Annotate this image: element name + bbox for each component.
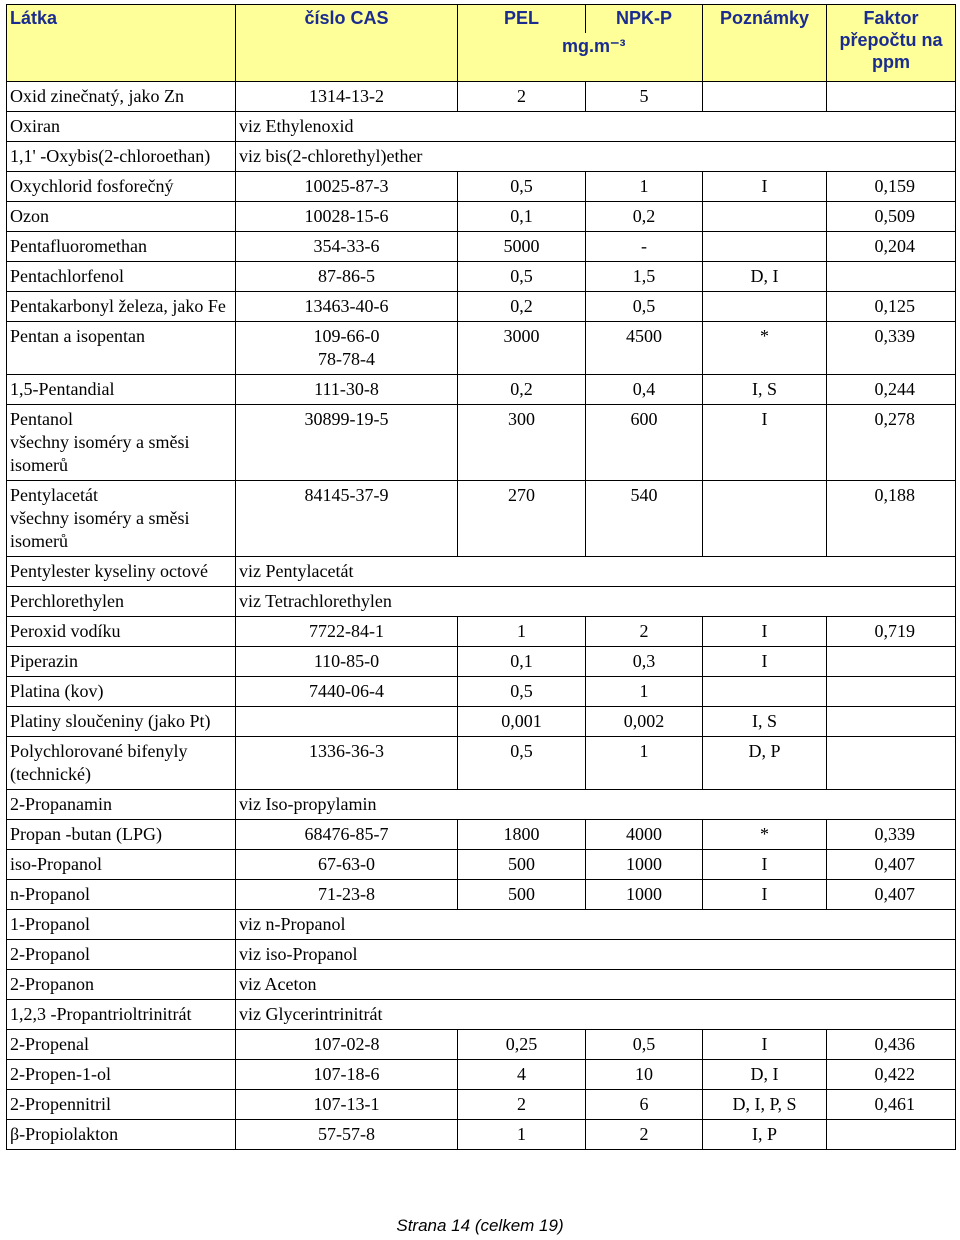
cross-reference: viz Ethylenoxid <box>236 112 956 142</box>
substance-name <box>7 481 236 557</box>
substance-name <box>7 880 236 910</box>
table-row <box>7 202 956 232</box>
table-row <box>7 790 956 820</box>
table-row <box>7 262 956 292</box>
pel-value: 4 <box>458 1060 586 1090</box>
table-row <box>7 940 956 970</box>
table-row <box>7 1120 956 1150</box>
pel-value: 500 <box>458 880 586 910</box>
page-footer: Strana 14 (celkem 19) <box>396 1216 564 1235</box>
faktor-value: 0,339 <box>827 820 956 850</box>
pel-value: 0,25 <box>458 1030 586 1060</box>
substance-name-text: Pentan a isopentan <box>10 326 145 346</box>
cross-reference: viz Glycerintrinitrát <box>236 1000 956 1030</box>
substance-name <box>7 647 236 677</box>
cas-number <box>236 1120 458 1150</box>
unit-label <box>561 33 703 82</box>
npk-value: 0,3 <box>586 647 703 677</box>
npk-value: 2 <box>586 1120 703 1150</box>
cross-reference: viz bis(2-chlorethyl)ether <box>236 142 956 172</box>
substance-name <box>7 850 236 880</box>
poznamky-value: I <box>703 172 827 202</box>
substance-name-text: 1-Propanol <box>10 914 90 934</box>
cross-reference: viz Iso-propylamin <box>236 790 956 820</box>
npk-value: 1 <box>586 172 703 202</box>
cas-number-text: 7440-06-4 <box>309 681 384 701</box>
substance-name <box>7 142 236 172</box>
substance-name <box>7 790 236 820</box>
substances-table <box>6 4 956 1150</box>
table-row <box>7 587 956 617</box>
cross-reference: viz iso-Propanol <box>236 940 956 970</box>
table-row <box>7 677 956 707</box>
table-row <box>7 1090 956 1120</box>
substance-name-note: všechny isoméry a směsi isomerů <box>10 508 190 551</box>
col-header-npk: NPK-P <box>586 5 703 34</box>
faktor-value <box>827 82 956 112</box>
substance-name-text: 2-Propanol <box>10 944 90 964</box>
pel-value: 2 <box>458 82 586 112</box>
table-row <box>7 880 956 910</box>
table-row <box>7 405 956 481</box>
header-spacer <box>703 33 827 82</box>
table-row <box>7 737 956 790</box>
table-row <box>7 1060 956 1090</box>
pel-value: 0,5 <box>458 737 586 790</box>
substance-name <box>7 557 236 587</box>
cas-number <box>236 1060 458 1090</box>
substance-name-text: 2-Propennitril <box>10 1094 111 1114</box>
npk-value: 1000 <box>586 880 703 910</box>
cas-number <box>236 172 458 202</box>
cas-number <box>236 375 458 405</box>
substance-name <box>7 940 236 970</box>
faktor-value: 0,407 <box>827 850 956 880</box>
substance-name-text: Oxychlorid fosforečný <box>10 176 174 196</box>
substance-name-text: Pentylacetát <box>10 485 98 505</box>
npk-value: 0,4 <box>586 375 703 405</box>
cross-reference: viz Aceton <box>236 970 956 1000</box>
col-header-poznamky: Poznámky <box>703 5 827 34</box>
poznamky-value: I <box>703 1030 827 1060</box>
col-header-cas: číslo CAS <box>236 5 458 34</box>
substance-name <box>7 587 236 617</box>
table-row <box>7 970 956 1000</box>
cas-number-text: 10028-15-6 <box>304 206 389 226</box>
faktor-value: 0,159 <box>827 172 956 202</box>
pel-value: 0,1 <box>458 202 586 232</box>
substance-name-text: Oxid zinečnatý, jako Zn <box>10 86 184 106</box>
pel-value: 300 <box>458 405 586 481</box>
table-row <box>7 850 956 880</box>
cas-number-text: 10025-87-3 <box>304 176 389 196</box>
pel-value: 0,1 <box>458 647 586 677</box>
table-row <box>7 172 956 202</box>
cas-number <box>236 82 458 112</box>
pel-value: 0,2 <box>458 292 586 322</box>
poznamky-value: I <box>703 617 827 647</box>
pel-value: 2 <box>458 1090 586 1120</box>
table-row <box>7 1030 956 1060</box>
cas-number <box>236 322 458 375</box>
cas-number <box>236 262 458 292</box>
poznamky-value: I, S <box>703 375 827 405</box>
substance-name <box>7 375 236 405</box>
substance-name <box>7 737 236 790</box>
faktor-value: 0,125 <box>827 292 956 322</box>
poznamky-value: D, I <box>703 1060 827 1090</box>
faktor-value: 0,188 <box>827 481 956 557</box>
substance-name-text: Pentanol <box>10 409 73 429</box>
substance-name <box>7 262 236 292</box>
substance-name <box>7 1090 236 1120</box>
npk-value: - <box>586 232 703 262</box>
cas-number <box>236 232 458 262</box>
table-row <box>7 820 956 850</box>
poznamky-value: D, I <box>703 262 827 292</box>
faktor-value <box>827 647 956 677</box>
faktor-value: 0,204 <box>827 232 956 262</box>
poznamky-value <box>703 292 827 322</box>
substance-name-text: Platina (kov) <box>10 681 104 701</box>
col-header-latka: Látka <box>7 5 236 34</box>
cas-number-text: 71-23-8 <box>318 884 375 904</box>
pel-value: 500 <box>458 850 586 880</box>
substance-name <box>7 1120 236 1150</box>
cas-number-text: 1314-13-2 <box>309 86 384 106</box>
pel-value: 0,001 <box>458 707 586 737</box>
cas-number-text: 84145-37-9 <box>304 485 389 505</box>
cas-number <box>236 292 458 322</box>
substance-name-text: Ozon <box>10 206 49 226</box>
header-spacer <box>236 33 458 82</box>
substance-name <box>7 202 236 232</box>
cas-number <box>236 850 458 880</box>
npk-value: 0,2 <box>586 202 703 232</box>
table-row <box>7 557 956 587</box>
faktor-value <box>827 1120 956 1150</box>
pel-value: 1 <box>458 1120 586 1150</box>
poznamky-value: I, S <box>703 707 827 737</box>
cas-number-text: 109-66-0 <box>313 326 380 346</box>
substance-name-text: Oxiran <box>10 116 60 136</box>
cas-number-text: 13463-40-6 <box>304 296 389 316</box>
header-spacer <box>7 33 236 82</box>
cas-number <box>236 677 458 707</box>
substance-name-text: Pentylester kyseliny octové <box>10 561 208 581</box>
cas-number-text: 57-57-8 <box>318 1124 375 1144</box>
substance-name-text: Propan -butan (LPG) <box>10 824 162 844</box>
cas-number-text: 7722-84-1 <box>309 621 384 641</box>
npk-value: 10 <box>586 1060 703 1090</box>
table-row <box>7 375 956 405</box>
poznamky-value <box>703 82 827 112</box>
table-row <box>7 232 956 262</box>
npk-value: 4500 <box>586 322 703 375</box>
table-row <box>7 910 956 940</box>
substance-name-note: všechny isoméry a směsi isomerů <box>10 432 190 475</box>
npk-value: 600 <box>586 405 703 481</box>
col-header-pel: PEL <box>458 5 586 34</box>
cas-number-text: 107-02-8 <box>313 1034 380 1054</box>
pel-value: 0,5 <box>458 677 586 707</box>
faktor-value: 0,719 <box>827 617 956 647</box>
table-row <box>7 707 956 737</box>
cas-number-text: 68476-85-7 <box>304 824 389 844</box>
cross-reference: viz Pentylacetát <box>236 557 956 587</box>
faktor-value: 0,422 <box>827 1060 956 1090</box>
cas-number <box>236 880 458 910</box>
table-body <box>7 82 956 1150</box>
substance-name <box>7 910 236 940</box>
poznamky-value: I, P <box>703 1120 827 1150</box>
cas-number-text: 107-18-6 <box>313 1064 380 1084</box>
substance-name <box>7 1060 236 1090</box>
cas-number <box>236 202 458 232</box>
cas-number-text: 107-13-1 <box>313 1094 380 1114</box>
faktor-value: 0,436 <box>827 1030 956 1060</box>
substance-name-text: Piperazin <box>10 651 78 671</box>
npk-value: 2 <box>586 617 703 647</box>
npk-value: 1000 <box>586 850 703 880</box>
faktor-value <box>827 707 956 737</box>
unit-text: mg.m⁻³ <box>561 36 626 56</box>
poznamky-value <box>703 202 827 232</box>
faktor-value <box>827 262 956 292</box>
substance-name <box>7 820 236 850</box>
substance-name-text: n-Propanol <box>10 884 90 904</box>
substance-name-text: β-Propiolakton <box>10 1124 119 1144</box>
faktor-value: 0,509 <box>827 202 956 232</box>
substance-name <box>7 405 236 481</box>
substance-name-text: Pentakarbonyl železa, jako Fe <box>10 296 226 316</box>
table-row <box>7 322 956 375</box>
cas-number <box>236 737 458 790</box>
table-row <box>7 481 956 557</box>
substance-name-text: 1,1' -Oxybis(2-chloroethan) <box>10 146 211 166</box>
poznamky-value: I <box>703 405 827 481</box>
poznamky-value <box>703 677 827 707</box>
poznamky-value: D, I, P, S <box>703 1090 827 1120</box>
cas-number-text: 354-33-6 <box>313 236 380 256</box>
substance-name <box>7 677 236 707</box>
cas-number <box>236 820 458 850</box>
substance-name-text: 2-Propanamin <box>10 794 112 814</box>
table-row <box>7 647 956 677</box>
faktor-value: 0,244 <box>827 375 956 405</box>
table-row <box>7 112 956 142</box>
substance-name-text: iso-Propanol <box>10 854 102 874</box>
cas-number-text: 1336-36-3 <box>309 741 384 761</box>
poznamky-value: D, P <box>703 737 827 790</box>
pel-value: 3000 <box>458 322 586 375</box>
cas-number-text: 30899-19-5 <box>304 409 389 429</box>
cas-number <box>236 647 458 677</box>
substance-name <box>7 617 236 647</box>
pel-value: 0,2 <box>458 375 586 405</box>
npk-value: 1 <box>586 677 703 707</box>
substance-name-text: Polychlorované bifenyly (technické) <box>10 741 188 784</box>
faktor-value: 0,339 <box>827 322 956 375</box>
col-header-faktor: Faktor přepočtu na ppm <box>827 5 956 82</box>
substance-name-text: 2-Propanon <box>10 974 94 994</box>
pel-value: 0,5 <box>458 262 586 292</box>
table-row <box>7 1000 956 1030</box>
pel-value: 1800 <box>458 820 586 850</box>
faktor-value <box>827 737 956 790</box>
table-row <box>7 142 956 172</box>
npk-value: 1 <box>586 737 703 790</box>
faktor-value: 0,407 <box>827 880 956 910</box>
substance-name-text: Peroxid vodíku <box>10 621 121 641</box>
substance-name-text: 2-Propenal <box>10 1034 89 1054</box>
poznamky-value: I <box>703 850 827 880</box>
cas-number-text: 110-85-0 <box>313 651 380 671</box>
poznamky-value: * <box>703 820 827 850</box>
npk-value: 6 <box>586 1090 703 1120</box>
poznamky-value: * <box>703 322 827 375</box>
npk-value: 1,5 <box>586 262 703 292</box>
substance-name-text: 2-Propen-1-ol <box>10 1064 111 1084</box>
table-row <box>7 617 956 647</box>
npk-value: 0,002 <box>586 707 703 737</box>
substance-name-text: Pentachlorfenol <box>10 266 124 286</box>
substance-name <box>7 707 236 737</box>
poznamky-value <box>703 481 827 557</box>
cas-number <box>236 1030 458 1060</box>
substance-name <box>7 322 236 375</box>
npk-value: 0,5 <box>586 292 703 322</box>
cas-number-secondary: 78-78-4 <box>318 349 375 369</box>
pel-value: 270 <box>458 481 586 557</box>
cas-number-text: 87-86-5 <box>318 266 375 286</box>
substance-name <box>7 232 236 262</box>
faktor-value <box>827 677 956 707</box>
pel-value: 1 <box>458 617 586 647</box>
substance-name <box>7 172 236 202</box>
table-row <box>7 292 956 322</box>
cas-number <box>236 481 458 557</box>
pel-value: 0,5 <box>458 172 586 202</box>
cas-number <box>236 1090 458 1120</box>
substance-name-text: Platiny sloučeniny (jako Pt) <box>10 711 211 731</box>
npk-value: 540 <box>586 481 703 557</box>
substance-name <box>7 970 236 1000</box>
npk-value: 5 <box>586 82 703 112</box>
poznamky-value <box>703 232 827 262</box>
npk-value: 0,5 <box>586 1030 703 1060</box>
cas-number <box>236 707 458 737</box>
npk-value: 4000 <box>586 820 703 850</box>
substance-name <box>7 112 236 142</box>
poznamky-value: I <box>703 880 827 910</box>
table-row <box>7 82 956 112</box>
pel-value: 5000 <box>458 232 586 262</box>
substance-name-text: Pentafluoromethan <box>10 236 147 256</box>
substance-name <box>7 292 236 322</box>
faktor-value: 0,278 <box>827 405 956 481</box>
poznamky-value: I <box>703 647 827 677</box>
substance-name-text: Perchlorethylen <box>10 591 124 611</box>
substance-name <box>7 82 236 112</box>
cas-number-text: 67-63-0 <box>318 854 375 874</box>
substance-name-text: 1,5-Pentandial <box>10 379 115 399</box>
faktor-value: 0,461 <box>827 1090 956 1120</box>
cas-number-text: 111-30-8 <box>314 379 379 399</box>
substance-name <box>7 1030 236 1060</box>
cas-number <box>236 617 458 647</box>
cross-reference: viz Tetrachlorethylen <box>236 587 956 617</box>
substance-name <box>7 1000 236 1030</box>
cross-reference: viz n-Propanol <box>236 910 956 940</box>
cas-number <box>236 405 458 481</box>
substance-name-text: 1,2,3 -Propantrioltrinitrát <box>10 1004 192 1024</box>
